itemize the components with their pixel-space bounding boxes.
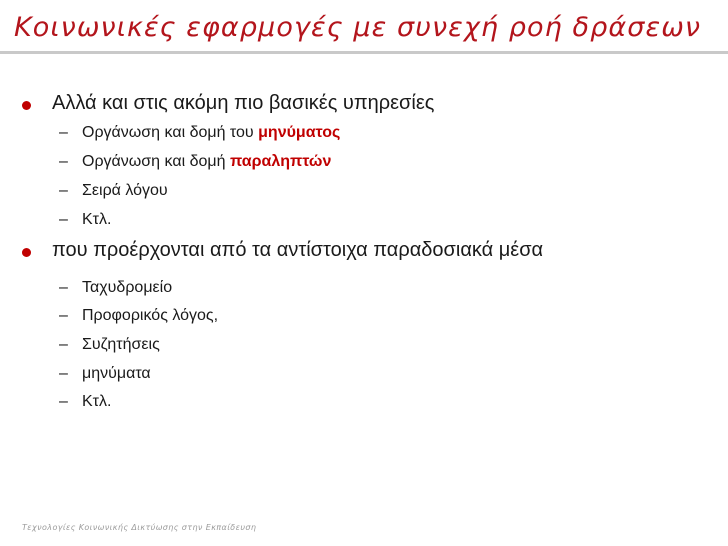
- sub-item-plain: Οργάνωση και δομή: [82, 153, 230, 170]
- sub-item-plain: Οργάνωση και δομή του: [82, 124, 259, 141]
- sub-item-text: [82, 124, 340, 142]
- sub-item-emphasis: παραληπτών: [229, 153, 332, 170]
- sub-item-text: Προφορικός λόγος,: [82, 307, 219, 324]
- sub-item-emphasis: μηνύματος: [258, 124, 341, 141]
- sub-item-dash: –: [59, 307, 68, 324]
- title-divider: [0, 51, 728, 54]
- sub-item-dash: –: [59, 211, 68, 228]
- bullet-text: που προέρχονται από τα αντίστοιχα παραδοσιακά μέσα: [52, 239, 544, 261]
- sub-item-dash: –: [59, 336, 68, 353]
- sub-item-dash: –: [59, 124, 68, 141]
- bullet-dot-icon: [22, 101, 31, 110]
- sub-item-text: Σειρά λόγου: [82, 182, 168, 199]
- sub-item-dash: –: [59, 182, 68, 199]
- sub-item-text: μηνύματα: [82, 365, 151, 382]
- slide-title: Κοινωνικές εφαρμογές με συνεχή ροή δράσεων: [14, 12, 702, 43]
- sub-item-dash: –: [59, 365, 68, 382]
- sub-item-text: Συζητήσεις: [82, 336, 160, 353]
- sub-item-dash: –: [59, 393, 68, 410]
- sub-item-text: Κτλ.: [82, 211, 112, 228]
- slide-footer: Τεχνολογίες Κοινωνικής Δικτύωσης στην Εκπαίδευση: [22, 523, 257, 532]
- sub-item-text: Ταχυδρομείο: [82, 279, 173, 296]
- bullet-dot-icon: [22, 248, 31, 257]
- bullet-text: Αλλά και στις ακόμη πιο βασικές υπηρεσίες: [52, 92, 435, 114]
- sub-item-dash: –: [59, 279, 68, 296]
- sub-item-dash: –: [59, 153, 68, 170]
- sub-item-text: Κτλ.: [82, 393, 112, 410]
- sub-item-text: [82, 153, 331, 171]
